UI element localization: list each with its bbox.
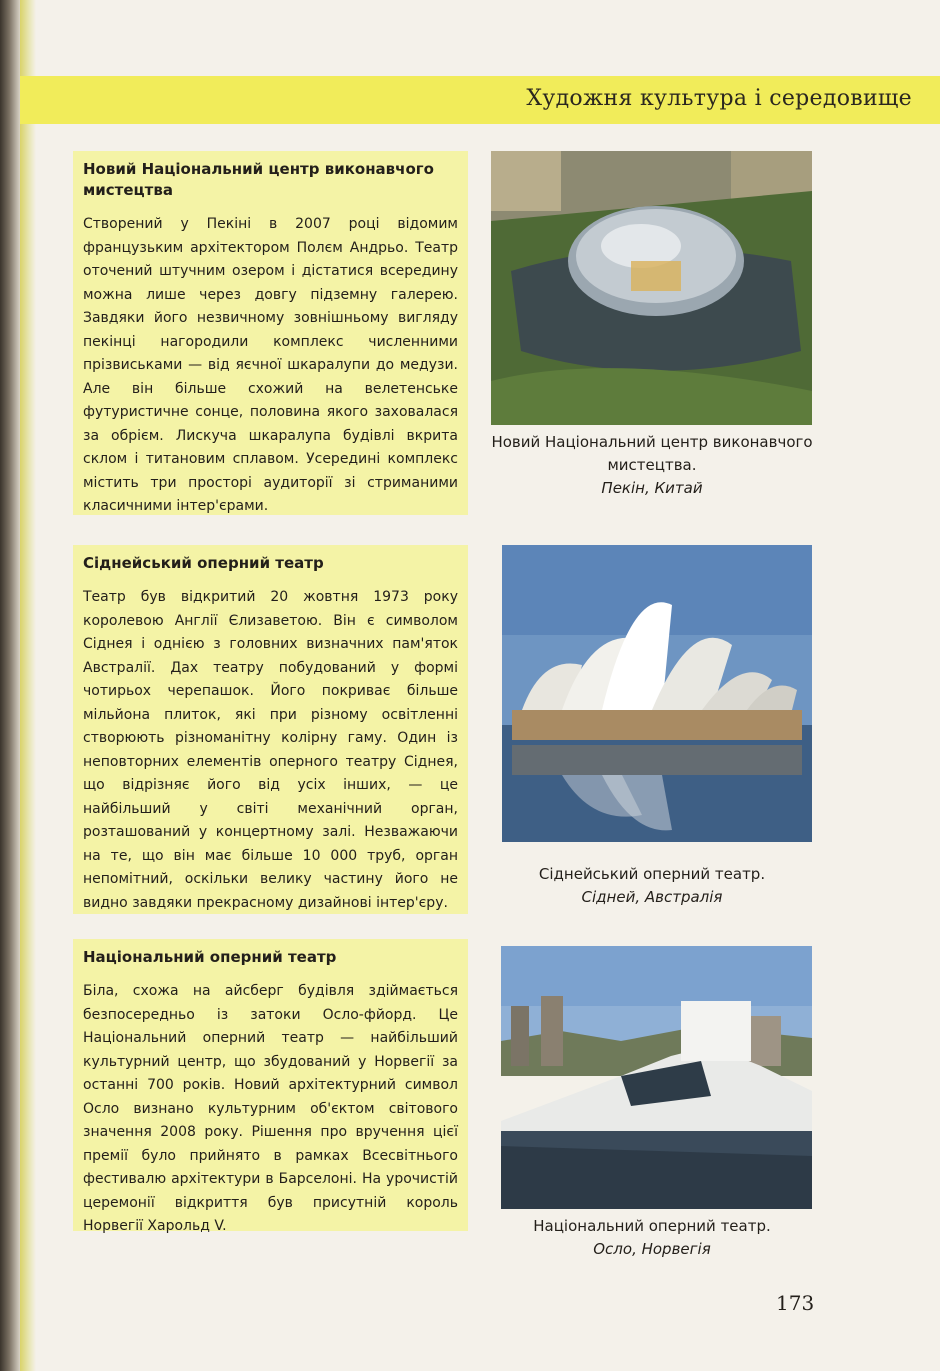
oslo-opera-photo [501,946,812,1209]
section-sydney-textbox [73,545,468,914]
beijing-theatre-photo [491,151,812,425]
header-title: Художня культура і середовище [526,86,912,111]
section-sydney-text: Театр був відкритий 20 жовтня 1973 року королевою Англії Єлизаветою. Він є символом Сіднея і однією з головних визначних пам'яток Австралії. Дах театру побудований у формі чотирьох черепашок. Його покриває більше мільйона плиток, які при різному освітленні створюють різноманітну колірну гаму. Один із неповторних елементів оперного театру Сіднея, що відрізняє його від усіх інших, — це найбільший у світі механічний орган, розташований у концертному залі. Незважаючи на те, що він має більше 10 000 труб, орган непомітний, оскільки велику частину його не видно завдяки прекрасному дизайнові інтер'єру. [83,589,458,911]
left-color-band [20,0,36,1371]
section-beijing-textbox [73,151,468,515]
section-sydney-title: Сіднейський оперний театр [83,554,324,572]
sydney-caption [487,863,817,909]
beijing-caption-place: Пекін, Китай [601,479,703,497]
page-number: 173 [776,1291,815,1315]
section-oslo-title: Національний оперний театр [83,948,337,966]
beijing-caption-name: Новий Національний центр виконавчого мистецтва. [491,433,813,474]
oslo-caption-place: Осло, Норвегія [593,1240,711,1258]
oslo-caption-name: Національний оперний театр. [533,1217,771,1235]
oslo-caption [487,1215,817,1261]
section-oslo-text: Біла, схожа на айсберг будівля здіймається безпосередньо із затоки Осло-фйорд. Це Національний оперний театр — найбільший культурний центр, що збудований у Норвегії за останні 700 років. Новий архітектурний символ Осло визнано культурним об'єктом світового значення 2008 року. Рішення про вручення цієї премії було прийнято в рамках Всесвітнього фестивалю архітектури в Барселоні. На урочистій церемонії відкриття був присутній король Норвегії Харольд V. [83,983,458,1234]
sydney-opera-photo [502,545,812,842]
section-beijing-text: Створений у Пекіні в 2007 році відомим французьким архітектором Полєм Андрьо. Театр оточений штучним озером і дістатися всередину можна лише через довгу підземну галерею. Завдяки його незвичному зовнішньому вигляду пекінці нагородили комплекс численними прізвиськами — від яєчної шкаралупи до медузи. Але він більше схожий на велетенське футуристичне сонце, половина якого заховалася за обрієм. Лискуча шкаралупа будівлі вкрита склом і титановим сплавом. Усередині комплекс містить три просторі аудиторії зі стриманими класичними інтер'єрами. [83,216,458,514]
beijing-caption [487,431,817,500]
section-beijing-title: Новий Національний центр виконавчого мистецтва [83,160,434,199]
section-oslo-textbox [73,939,468,1234]
sydney-caption-name: Сіднейський оперний театр. [538,865,766,883]
sydney-caption-place: Сідней, Австралія [581,888,723,906]
page-binding-edge [0,0,20,1371]
